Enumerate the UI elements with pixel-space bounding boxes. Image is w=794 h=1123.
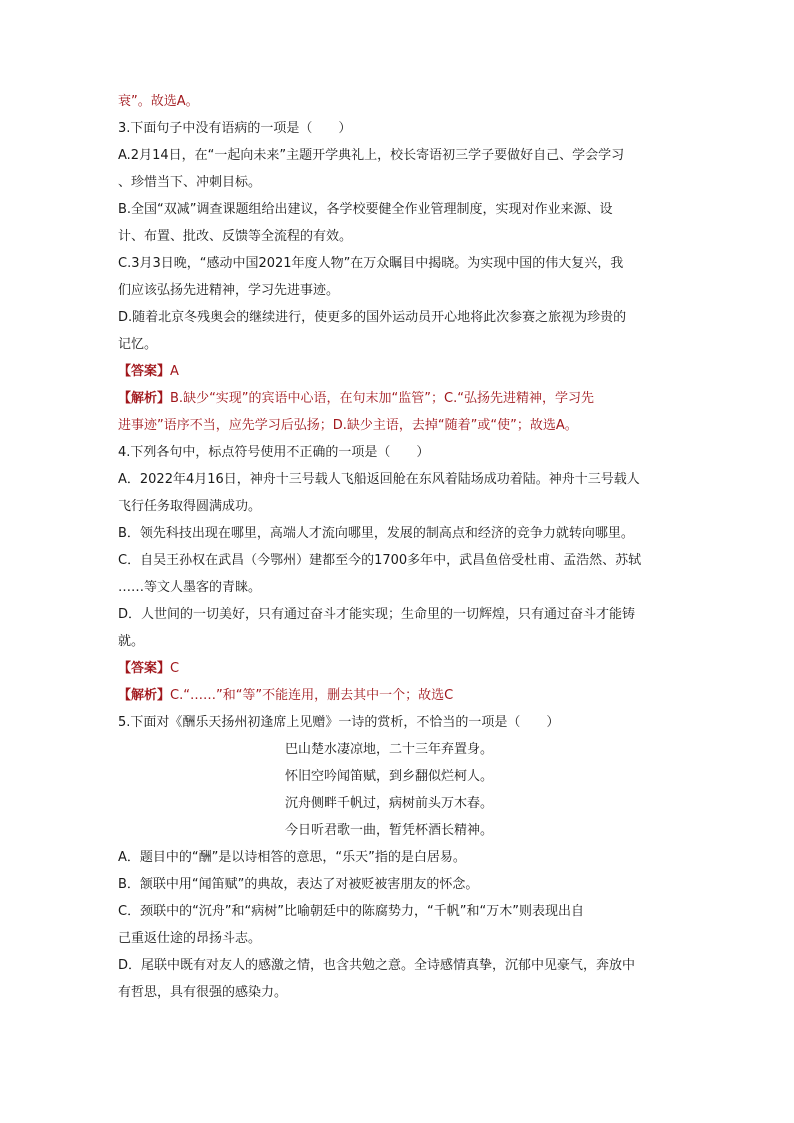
q4-stem: 4.下列各句中，标点符号使用不正确的一项是（ ） (118, 445, 430, 460)
q3-stem: 3.下面句子中没有语病的一项是（ ） (118, 121, 352, 136)
q3-option-a-cont: 、珍惜当下、冲刺目标。 (118, 175, 262, 190)
question-3 (118, 115, 688, 439)
q3-option-b-cont: 计、布置、批改、反馈等全流程的有效。 (118, 229, 353, 244)
q4-answer (118, 655, 688, 682)
q4-option-c: C．自吴王孙权在武昌（今鄂州）建都至今的1700多年中，武昌鱼倍受杜甫、孟浩然、苏轼 (118, 553, 642, 568)
q5-stem: 5.下面对《酬乐天扬州初逢席上见赠》一诗的赏析，不恰当的一项是（ ） (118, 715, 560, 730)
q5-option-a: A．题目中的“酬”是以诗相答的意思，“乐天”指的是白居易。 (118, 850, 466, 865)
poem-line: 沉舟侧畔千帆过，病树前头万木春。 (285, 796, 494, 811)
answer-tag: 【答案】 (118, 661, 171, 676)
q3-option-c-cont: 们应该弘扬先进精神，学习先进事迹。 (118, 283, 340, 298)
q4-option-c-cont: ……等文人墨客的青睐。 (118, 580, 262, 595)
analysis-text: B.缺少“实现”的宾语中心语，在句末加“监管”；C.“弘扬先进精神，学习先 (170, 391, 594, 406)
q3-option-c: C.3月3日晚，“感动中国2021年度人物”在万众瞩目中揭晓。为实现中国的伟大复兴，我 (118, 256, 624, 271)
question-4 (118, 439, 688, 709)
q3-option-d: D.随着北京冬残奥会的继续进行，使更多的国外运动员开心地将此次参赛之旅视为珍贵的 (118, 310, 627, 325)
q4-option-a-cont: 飞行任务取得圆满成功。 (118, 499, 262, 514)
poem-line: 怀旧空吟闻笛赋，到乡翻似烂柯人。 (285, 769, 494, 784)
question-5 (118, 709, 688, 1006)
q3-option-a: A.2月14日，在“一起向未来”主题开学典礼上，校长寄语初三学子要做好自己、学会学习 (118, 148, 625, 163)
q3-answer (118, 358, 688, 385)
q4-option-b: B．领先科技出现在哪里，高端人才流向哪里，发展的制高点和经济的竞争力就转向哪里。 (118, 526, 634, 541)
q5-option-c: C．颈联中的“沉舟”和“病树”比喻朝廷中的陈腐势力，“千帆”和“万木”则表现出自 (118, 904, 584, 919)
q5-option-d-cont: 有哲思，具有很强的感染力。 (118, 985, 288, 1000)
document-page (118, 88, 688, 1006)
answer-value: C (170, 661, 180, 676)
q3-analysis (118, 385, 688, 412)
previous-analysis-tail: 衰”。故选A。 (118, 94, 199, 109)
poem-line: 巴山楚水凄凉地，二十三年弃置身。 (285, 742, 494, 757)
poem-line: 今日听君歌一曲，暂凭杯酒长精神。 (285, 823, 494, 838)
q3-option-d-cont: 记忆。 (118, 337, 158, 352)
q4-option-a: A．2022年4月16日，神舟十三号载人飞船返回舱在东风着陆场成功着陆。神舟十三号载人 (118, 472, 640, 487)
answer-tag: 【答案】 (118, 364, 171, 379)
analysis-tag: 【解析】 (118, 391, 171, 406)
q5-option-b: B．颔联中用“闻笛赋”的典故，表达了对被贬被害朋友的怀念。 (118, 877, 479, 892)
analysis-text: C.“……”和“等”不能连用，删去其中一个；故选C (170, 688, 454, 703)
q5-option-d: D．尾联中既有对友人的感激之情，也含共勉之意。全诗感情真挚，沉郁中见豪气，奔放中 (118, 958, 636, 973)
q3-option-b: B.全国“双减”调查课题组给出建议，各学校要健全作业管理制度，实现对作业来源、设 (118, 202, 613, 217)
answer-value: A (170, 364, 179, 379)
q5-option-c-cont: 己重返仕途的昂扬斗志。 (118, 931, 262, 946)
q4-option-d: D．人世间的一切美好，只有通过奋斗才能实现；生命里的一切辉煌，只有通过奋斗才能铸 (118, 607, 636, 622)
q3-analysis-cont: 进事迹”语序不当，应先学习后弘扬；D.缺少主语，去掉“随着”或“使”；故选A。 (118, 418, 578, 433)
q4-analysis (118, 682, 688, 709)
q4-option-d-cont: 就。 (118, 634, 145, 649)
analysis-tag: 【解析】 (118, 688, 171, 703)
